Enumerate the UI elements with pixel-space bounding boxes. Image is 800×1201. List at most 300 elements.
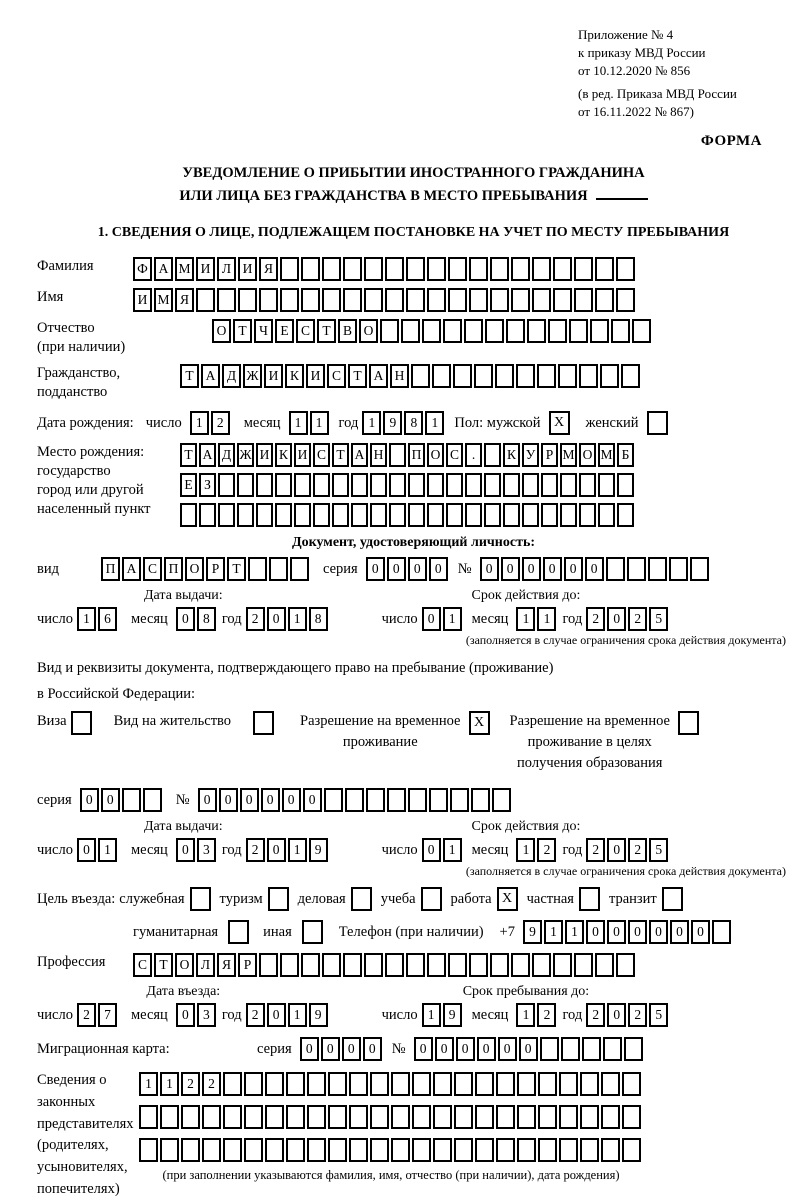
purpose-other-checkbox[interactable]	[302, 920, 323, 944]
char-cell[interactable]	[464, 319, 483, 343]
char-cell[interactable]: 2	[537, 838, 556, 862]
purpose-official-checkbox[interactable]	[190, 887, 211, 911]
char-cell[interactable]: 1	[422, 1003, 441, 1027]
char-cell[interactable]	[484, 443, 501, 467]
char-cell[interactable]: 6	[98, 607, 117, 631]
char-cell[interactable]	[199, 503, 216, 527]
char-cell[interactable]: 2	[246, 607, 265, 631]
char-cell[interactable]	[471, 788, 490, 812]
char-cell[interactable]: 0	[435, 1037, 454, 1061]
char-cell[interactable]	[496, 1138, 515, 1162]
char-cell[interactable]: К	[503, 443, 520, 467]
char-cell[interactable]	[364, 257, 383, 281]
char-cell[interactable]	[406, 288, 425, 312]
char-cell[interactable]	[237, 503, 254, 527]
char-cell[interactable]: С	[133, 953, 152, 977]
char-cell[interactable]	[343, 953, 362, 977]
char-cell[interactable]	[517, 1072, 536, 1096]
char-cell[interactable]: 0	[101, 788, 120, 812]
char-cell[interactable]	[553, 953, 572, 977]
char-cell[interactable]	[511, 288, 530, 312]
char-cell[interactable]	[385, 257, 404, 281]
purpose-business-checkbox[interactable]	[351, 887, 372, 911]
char-cell[interactable]	[496, 1105, 515, 1129]
char-cell[interactable]: 8	[197, 607, 216, 631]
char-cell[interactable]: Н	[390, 364, 409, 388]
char-cell[interactable]: 1	[289, 411, 308, 435]
char-cell[interactable]	[548, 319, 567, 343]
purpose-humanitarian-checkbox[interactable]	[228, 920, 249, 944]
char-cell[interactable]	[343, 288, 362, 312]
char-cell[interactable]: Т	[154, 953, 173, 977]
char-cell[interactable]	[139, 1105, 158, 1129]
char-cell[interactable]	[259, 953, 278, 977]
char-cell[interactable]	[611, 319, 630, 343]
char-cell[interactable]	[332, 503, 349, 527]
char-cell[interactable]: 1	[77, 607, 96, 631]
char-cell[interactable]: 0	[267, 607, 286, 631]
char-cell[interactable]	[469, 953, 488, 977]
char-cell[interactable]: 0	[300, 1037, 319, 1061]
char-cell[interactable]	[265, 1138, 284, 1162]
char-cell[interactable]: .	[465, 443, 482, 467]
char-cell[interactable]	[408, 503, 425, 527]
char-cell[interactable]: 1	[443, 607, 462, 631]
char-cell[interactable]	[322, 257, 341, 281]
char-cell[interactable]	[380, 319, 399, 343]
char-cell[interactable]	[349, 1072, 368, 1096]
char-cell[interactable]	[244, 1072, 263, 1096]
char-cell[interactable]	[139, 1138, 158, 1162]
char-cell[interactable]	[238, 288, 257, 312]
char-cell[interactable]	[244, 1138, 263, 1162]
char-cell[interactable]: 0	[628, 920, 647, 944]
char-cell[interactable]: А	[351, 443, 368, 467]
char-cell[interactable]	[580, 1072, 599, 1096]
char-cell[interactable]	[590, 319, 609, 343]
char-cell[interactable]	[579, 503, 596, 527]
char-cell[interactable]	[408, 788, 427, 812]
char-cell[interactable]	[328, 1138, 347, 1162]
char-cell[interactable]: Т	[348, 364, 367, 388]
char-cell[interactable]: М	[154, 288, 173, 312]
char-cell[interactable]	[218, 473, 235, 497]
char-cell[interactable]	[492, 788, 511, 812]
char-cell[interactable]: Т	[233, 319, 252, 343]
char-cell[interactable]: Ф	[133, 257, 152, 281]
char-cell[interactable]: К	[285, 364, 304, 388]
char-cell[interactable]	[322, 288, 341, 312]
char-cell[interactable]: С	[143, 557, 162, 581]
char-cell[interactable]: 5	[649, 838, 668, 862]
char-cell[interactable]	[648, 557, 667, 581]
char-cell[interactable]	[690, 557, 709, 581]
char-cell[interactable]: 0	[240, 788, 259, 812]
char-cell[interactable]: О	[359, 319, 378, 343]
char-cell[interactable]: Н	[370, 443, 387, 467]
char-cell[interactable]	[307, 1138, 326, 1162]
char-cell[interactable]	[269, 557, 288, 581]
char-cell[interactable]: О	[427, 443, 444, 467]
char-cell[interactable]: 0	[198, 788, 217, 812]
char-cell[interactable]	[632, 319, 651, 343]
sex-male-checkbox[interactable]: X	[549, 411, 570, 435]
char-cell[interactable]: Л	[196, 953, 215, 977]
char-cell[interactable]: 1	[516, 1003, 535, 1027]
char-cell[interactable]: 9	[443, 1003, 462, 1027]
char-cell[interactable]	[503, 503, 520, 527]
char-cell[interactable]	[475, 1072, 494, 1096]
char-cell[interactable]	[218, 503, 235, 527]
char-cell[interactable]	[307, 1072, 326, 1096]
char-cell[interactable]: 0	[607, 1003, 626, 1027]
char-cell[interactable]: 1	[362, 411, 381, 435]
char-cell[interactable]	[511, 257, 530, 281]
char-cell[interactable]	[223, 1138, 242, 1162]
char-cell[interactable]	[196, 288, 215, 312]
char-cell[interactable]	[301, 288, 320, 312]
char-cell[interactable]	[598, 503, 615, 527]
char-cell[interactable]	[391, 1105, 410, 1129]
char-cell[interactable]: 0	[414, 1037, 433, 1061]
char-cell[interactable]	[506, 319, 525, 343]
char-cell[interactable]	[324, 788, 343, 812]
char-cell[interactable]	[561, 1037, 580, 1061]
char-cell[interactable]	[574, 288, 593, 312]
char-cell[interactable]	[532, 953, 551, 977]
char-cell[interactable]: 0	[691, 920, 710, 944]
char-cell[interactable]	[160, 1105, 179, 1129]
char-cell[interactable]	[617, 473, 634, 497]
char-cell[interactable]	[475, 1138, 494, 1162]
char-cell[interactable]	[559, 1072, 578, 1096]
purpose-transit-checkbox[interactable]	[662, 887, 683, 911]
char-cell[interactable]: 2	[628, 838, 647, 862]
char-cell[interactable]: 2	[586, 607, 605, 631]
char-cell[interactable]	[616, 288, 635, 312]
char-cell[interactable]	[280, 953, 299, 977]
char-cell[interactable]	[385, 953, 404, 977]
char-cell[interactable]: А	[369, 364, 388, 388]
char-cell[interactable]	[294, 503, 311, 527]
char-cell[interactable]	[603, 1037, 622, 1061]
char-cell[interactable]: 0	[543, 557, 562, 581]
char-cell[interactable]	[391, 1138, 410, 1162]
char-cell[interactable]: 1	[425, 411, 444, 435]
char-cell[interactable]: 8	[404, 411, 423, 435]
char-cell[interactable]: Т	[227, 557, 246, 581]
char-cell[interactable]	[538, 1105, 557, 1129]
char-cell[interactable]: Р	[238, 953, 257, 977]
char-cell[interactable]	[181, 1105, 200, 1129]
char-cell[interactable]	[465, 503, 482, 527]
char-cell[interactable]: Ж	[237, 443, 254, 467]
char-cell[interactable]: 1	[288, 838, 307, 862]
char-cell[interactable]: 1	[443, 838, 462, 862]
char-cell[interactable]	[351, 473, 368, 497]
char-cell[interactable]	[143, 788, 162, 812]
char-cell[interactable]: 2	[77, 1003, 96, 1027]
char-cell[interactable]: Т	[180, 443, 197, 467]
char-cell[interactable]: 0	[429, 557, 448, 581]
char-cell[interactable]	[446, 503, 463, 527]
char-cell[interactable]	[181, 1138, 200, 1162]
char-cell[interactable]	[429, 788, 448, 812]
char-cell[interactable]: И	[264, 364, 283, 388]
char-cell[interactable]	[541, 473, 558, 497]
char-cell[interactable]	[537, 364, 556, 388]
char-cell[interactable]	[443, 319, 462, 343]
char-cell[interactable]: 0	[408, 557, 427, 581]
char-cell[interactable]: 0	[607, 920, 626, 944]
char-cell[interactable]: Р	[541, 443, 558, 467]
char-cell[interactable]	[517, 1105, 536, 1129]
char-cell[interactable]	[532, 288, 551, 312]
char-cell[interactable]: 9	[309, 1003, 328, 1027]
char-cell[interactable]	[511, 953, 530, 977]
char-cell[interactable]	[408, 473, 425, 497]
char-cell[interactable]: 0	[77, 838, 96, 862]
char-cell[interactable]: О	[579, 443, 596, 467]
char-cell[interactable]: Д	[218, 443, 235, 467]
char-cell[interactable]	[448, 953, 467, 977]
char-cell[interactable]	[595, 257, 614, 281]
char-cell[interactable]	[484, 503, 501, 527]
char-cell[interactable]	[616, 953, 635, 977]
char-cell[interactable]: Ж	[243, 364, 262, 388]
char-cell[interactable]: 9	[309, 838, 328, 862]
char-cell[interactable]: И	[196, 257, 215, 281]
char-cell[interactable]	[349, 1105, 368, 1129]
char-cell[interactable]	[256, 473, 273, 497]
char-cell[interactable]: 1	[160, 1072, 179, 1096]
char-cell[interactable]	[265, 1072, 284, 1096]
char-cell[interactable]	[579, 473, 596, 497]
char-cell[interactable]: О	[175, 953, 194, 977]
char-cell[interactable]	[503, 473, 520, 497]
char-cell[interactable]: Л	[217, 257, 236, 281]
char-cell[interactable]: 0	[261, 788, 280, 812]
char-cell[interactable]	[286, 1072, 305, 1096]
char-cell[interactable]: 5	[649, 607, 668, 631]
char-cell[interactable]	[560, 473, 577, 497]
char-cell[interactable]	[202, 1138, 221, 1162]
char-cell[interactable]	[469, 288, 488, 312]
char-cell[interactable]: И	[238, 257, 257, 281]
char-cell[interactable]: 0	[366, 557, 385, 581]
char-cell[interactable]: А	[201, 364, 220, 388]
purpose-private-checkbox[interactable]	[579, 887, 600, 911]
char-cell[interactable]	[290, 557, 309, 581]
char-cell[interactable]: К	[275, 443, 292, 467]
char-cell[interactable]	[454, 1105, 473, 1129]
char-cell[interactable]	[256, 503, 273, 527]
char-cell[interactable]: Я	[175, 288, 194, 312]
residence-permit-checkbox[interactable]	[253, 711, 274, 735]
char-cell[interactable]: 9	[523, 920, 542, 944]
char-cell[interactable]	[427, 503, 444, 527]
char-cell[interactable]: М	[598, 443, 615, 467]
char-cell[interactable]	[553, 257, 572, 281]
char-cell[interactable]: 9	[383, 411, 402, 435]
char-cell[interactable]	[313, 503, 330, 527]
char-cell[interactable]: 2	[537, 1003, 556, 1027]
char-cell[interactable]	[624, 1037, 643, 1061]
char-cell[interactable]: 0	[670, 920, 689, 944]
char-cell[interactable]: 2	[586, 1003, 605, 1027]
char-cell[interactable]: 0	[607, 838, 626, 862]
char-cell[interactable]	[202, 1105, 221, 1129]
char-cell[interactable]	[370, 1138, 389, 1162]
purpose-work-checkbox[interactable]: X	[497, 887, 518, 911]
char-cell[interactable]	[595, 953, 614, 977]
char-cell[interactable]	[391, 1072, 410, 1096]
char-cell[interactable]	[541, 503, 558, 527]
char-cell[interactable]: 1	[288, 607, 307, 631]
char-cell[interactable]: Т	[332, 443, 349, 467]
purpose-tourism-checkbox[interactable]	[268, 887, 289, 911]
visa-checkbox[interactable]	[71, 711, 92, 735]
char-cell[interactable]	[427, 288, 446, 312]
char-cell[interactable]: А	[154, 257, 173, 281]
char-cell[interactable]	[454, 1138, 473, 1162]
char-cell[interactable]: 2	[181, 1072, 200, 1096]
char-cell[interactable]	[412, 1105, 431, 1129]
char-cell[interactable]: С	[446, 443, 463, 467]
char-cell[interactable]: 1	[139, 1072, 158, 1096]
char-cell[interactable]: 1	[310, 411, 329, 435]
char-cell[interactable]	[516, 364, 535, 388]
char-cell[interactable]	[301, 257, 320, 281]
char-cell[interactable]	[582, 1037, 601, 1061]
char-cell[interactable]	[433, 1072, 452, 1096]
char-cell[interactable]: 2	[586, 838, 605, 862]
char-cell[interactable]: Я	[217, 953, 236, 977]
char-cell[interactable]: 0	[176, 838, 195, 862]
char-cell[interactable]	[517, 1138, 536, 1162]
char-cell[interactable]: М	[175, 257, 194, 281]
char-cell[interactable]: 1	[190, 411, 209, 435]
char-cell[interactable]: О	[212, 319, 231, 343]
char-cell[interactable]	[294, 473, 311, 497]
char-cell[interactable]	[237, 473, 254, 497]
char-cell[interactable]: 3	[197, 1003, 216, 1027]
char-cell[interactable]: И	[133, 288, 152, 312]
char-cell[interactable]	[598, 473, 615, 497]
char-cell[interactable]	[351, 503, 368, 527]
char-cell[interactable]	[313, 473, 330, 497]
char-cell[interactable]: О	[185, 557, 204, 581]
char-cell[interactable]	[559, 1105, 578, 1129]
char-cell[interactable]	[453, 364, 472, 388]
char-cell[interactable]	[370, 473, 387, 497]
char-cell[interactable]: И	[294, 443, 311, 467]
char-cell[interactable]	[370, 503, 387, 527]
char-cell[interactable]	[307, 1105, 326, 1129]
char-cell[interactable]: 0	[176, 1003, 195, 1027]
char-cell[interactable]: П	[101, 557, 120, 581]
char-cell[interactable]: 0	[422, 838, 441, 862]
char-cell[interactable]: 0	[477, 1037, 496, 1061]
char-cell[interactable]	[280, 288, 299, 312]
char-cell[interactable]	[600, 364, 619, 388]
char-cell[interactable]: Е	[180, 473, 197, 497]
char-cell[interactable]: 7	[98, 1003, 117, 1027]
char-cell[interactable]	[532, 257, 551, 281]
char-cell[interactable]	[427, 953, 446, 977]
char-cell[interactable]: 0	[501, 557, 520, 581]
char-cell[interactable]: 2	[628, 1003, 647, 1027]
char-cell[interactable]	[412, 1072, 431, 1096]
char-cell[interactable]	[553, 288, 572, 312]
char-cell[interactable]	[560, 503, 577, 527]
char-cell[interactable]	[559, 1138, 578, 1162]
char-cell[interactable]	[450, 788, 469, 812]
char-cell[interactable]: А	[122, 557, 141, 581]
char-cell[interactable]	[446, 473, 463, 497]
char-cell[interactable]: Я	[259, 257, 278, 281]
char-cell[interactable]	[580, 1138, 599, 1162]
char-cell[interactable]	[411, 364, 430, 388]
char-cell[interactable]: 0	[321, 1037, 340, 1061]
char-cell[interactable]	[427, 473, 444, 497]
edu-permit-checkbox[interactable]	[678, 711, 699, 735]
char-cell[interactable]	[627, 557, 646, 581]
char-cell[interactable]	[406, 953, 425, 977]
char-cell[interactable]	[286, 1138, 305, 1162]
char-cell[interactable]: И	[306, 364, 325, 388]
char-cell[interactable]: П	[408, 443, 425, 467]
char-cell[interactable]	[448, 288, 467, 312]
char-cell[interactable]: 0	[586, 920, 605, 944]
char-cell[interactable]	[223, 1072, 242, 1096]
char-cell[interactable]	[601, 1072, 620, 1096]
char-cell[interactable]: 0	[649, 920, 668, 944]
sex-female-checkbox[interactable]	[647, 411, 668, 435]
char-cell[interactable]: В	[338, 319, 357, 343]
char-cell[interactable]: Б	[617, 443, 634, 467]
char-cell[interactable]	[370, 1105, 389, 1129]
char-cell[interactable]: 0	[585, 557, 604, 581]
char-cell[interactable]	[484, 473, 501, 497]
char-cell[interactable]: А	[199, 443, 216, 467]
char-cell[interactable]	[622, 1105, 641, 1129]
char-cell[interactable]: 0	[267, 838, 286, 862]
char-cell[interactable]	[422, 319, 441, 343]
char-cell[interactable]	[540, 1037, 559, 1061]
char-cell[interactable]	[328, 1105, 347, 1129]
char-cell[interactable]	[496, 1072, 515, 1096]
char-cell[interactable]	[366, 788, 385, 812]
char-cell[interactable]	[328, 1072, 347, 1096]
char-cell[interactable]	[454, 1072, 473, 1096]
char-cell[interactable]	[322, 953, 341, 977]
char-cell[interactable]	[601, 1105, 620, 1129]
char-cell[interactable]	[433, 1105, 452, 1129]
char-cell[interactable]	[580, 1105, 599, 1129]
char-cell[interactable]	[616, 257, 635, 281]
char-cell[interactable]	[669, 557, 688, 581]
char-cell[interactable]	[606, 557, 625, 581]
char-cell[interactable]: 2	[246, 838, 265, 862]
char-cell[interactable]	[595, 288, 614, 312]
char-cell[interactable]: 0	[422, 607, 441, 631]
char-cell[interactable]	[364, 953, 383, 977]
char-cell[interactable]	[406, 257, 425, 281]
char-cell[interactable]	[538, 1072, 557, 1096]
char-cell[interactable]: 0	[303, 788, 322, 812]
char-cell[interactable]: М	[560, 443, 577, 467]
